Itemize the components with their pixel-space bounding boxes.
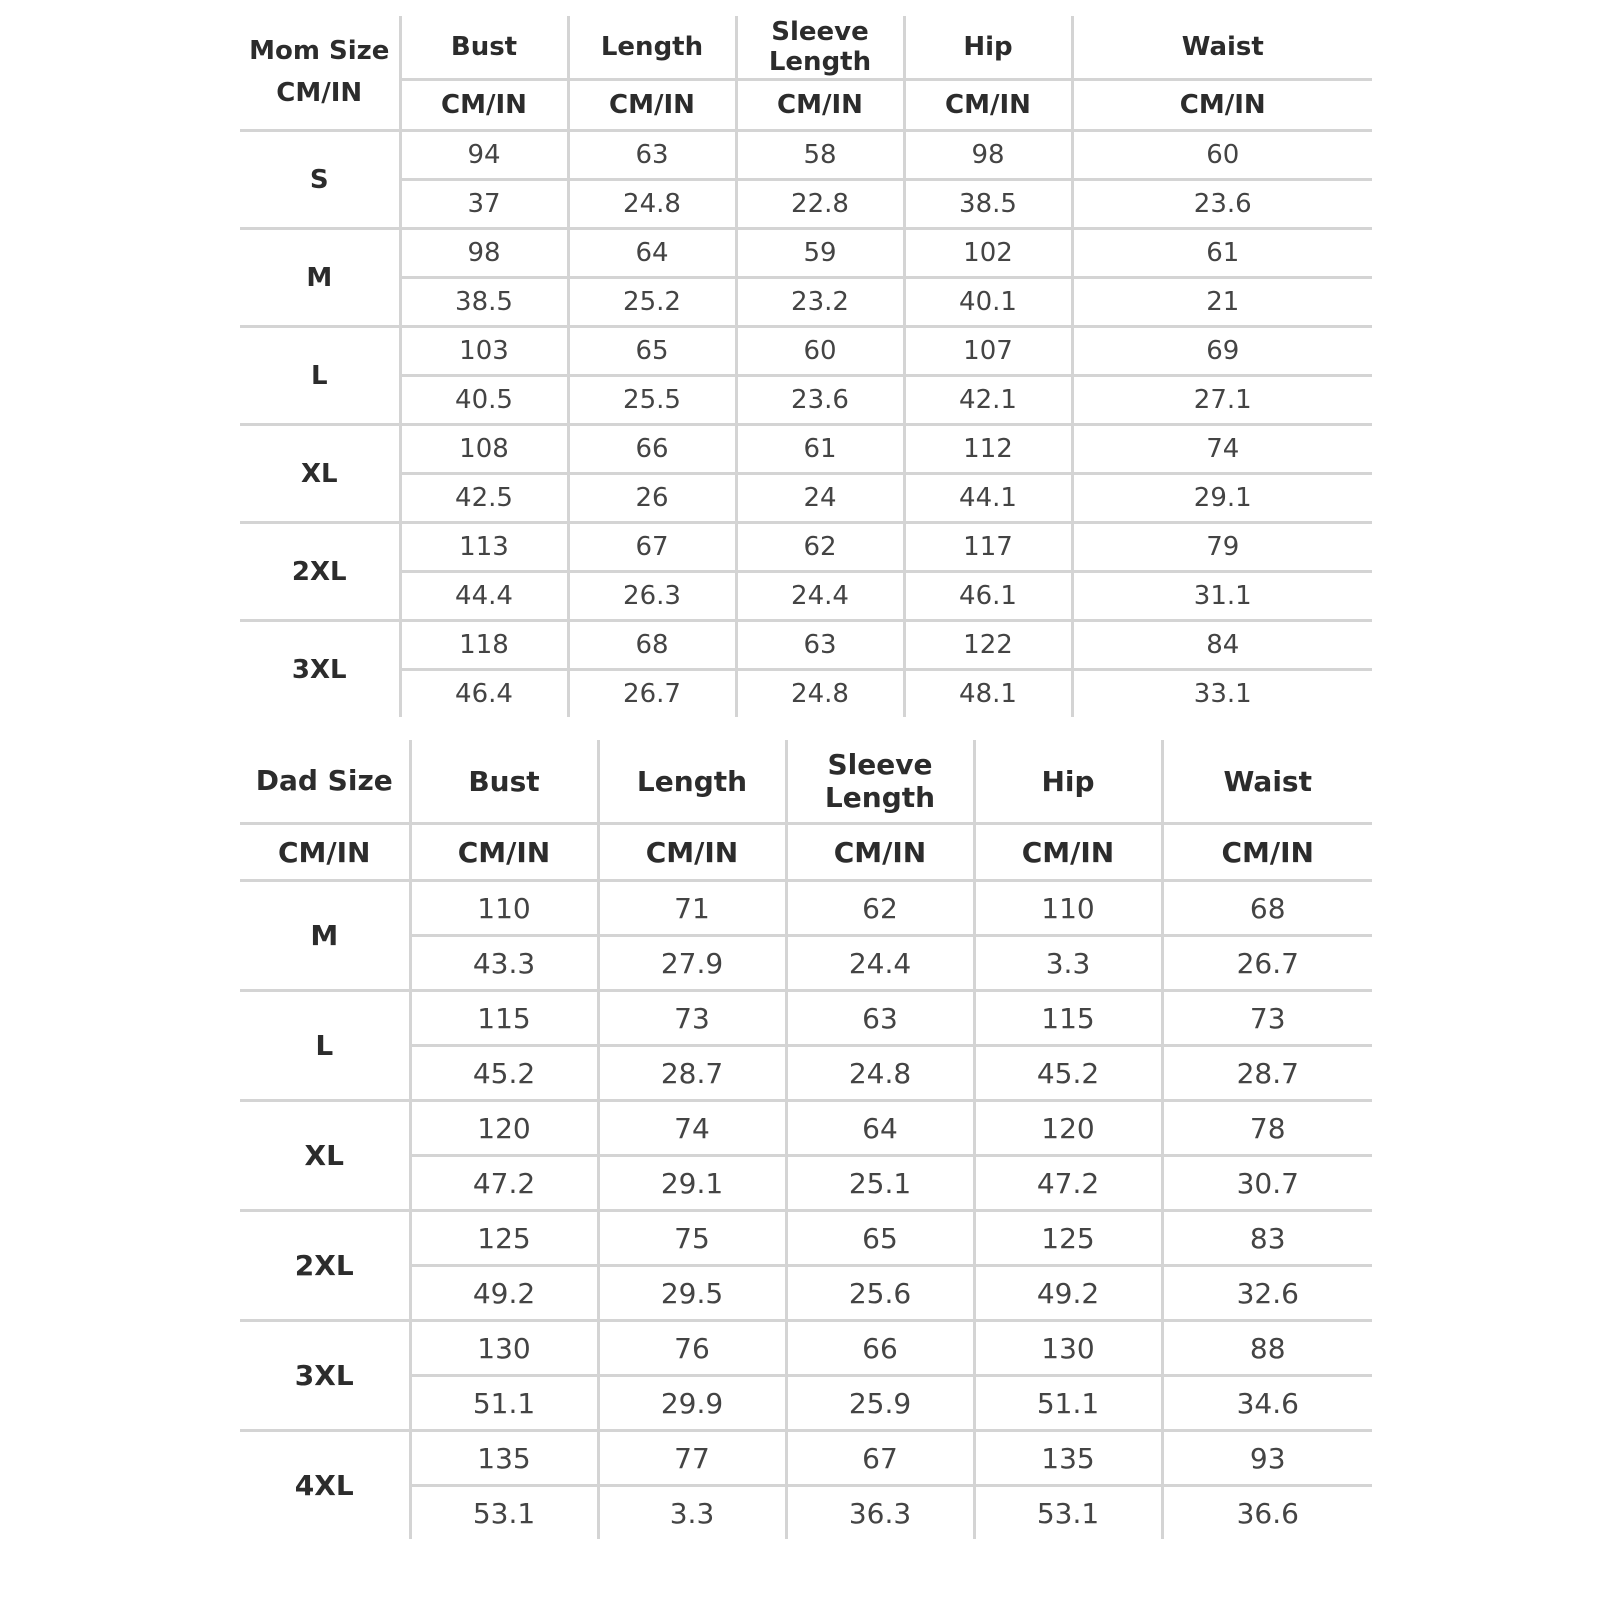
size-label: M: [240, 881, 410, 991]
cm-value: 79: [1072, 523, 1372, 572]
cm-value: 74: [598, 1101, 786, 1156]
in-value: 25.2: [568, 278, 736, 327]
in-value: 25.6: [786, 1266, 974, 1321]
in-value: 30.7: [1162, 1156, 1372, 1211]
unit-label: CM/IN: [904, 80, 1072, 131]
unit-row: [240, 824, 1372, 881]
in-value: 26.3: [568, 572, 736, 621]
dad-table-body: [240, 740, 1372, 1539]
in-value: 24.8: [736, 670, 904, 718]
table-row: [240, 670, 1372, 718]
cm-value: 69: [1072, 327, 1372, 376]
cm-value: 120: [974, 1101, 1162, 1156]
cm-value: 67: [786, 1431, 974, 1486]
unit-label: CM/IN: [400, 80, 568, 131]
unit-row: [240, 80, 1372, 131]
cm-value: 66: [568, 425, 736, 474]
table-row: [240, 1101, 1372, 1156]
cm-value: 73: [598, 991, 786, 1046]
table-row: [240, 991, 1372, 1046]
mom-size-table: [240, 16, 1372, 717]
cm-value: 68: [1162, 881, 1372, 936]
in-value: 36.3: [786, 1486, 974, 1540]
cm-value: 118: [400, 621, 568, 670]
in-value: 22.8: [736, 180, 904, 229]
size-label: 3XL: [240, 621, 400, 718]
corner-header: [240, 16, 400, 131]
table-row: [240, 376, 1372, 425]
cm-value: 98: [904, 131, 1072, 180]
size-label: L: [240, 991, 410, 1101]
table-row: [240, 1211, 1372, 1266]
unit-label: CM/IN: [736, 80, 904, 131]
column-header: Length: [598, 740, 786, 824]
in-value: 28.7: [598, 1046, 786, 1101]
cm-value: 64: [568, 229, 736, 278]
cm-value: 66: [786, 1321, 974, 1376]
cm-value: 135: [974, 1431, 1162, 1486]
corner-unit: CM/IN: [240, 824, 410, 881]
column-header: Bust: [410, 740, 598, 824]
cm-value: 78: [1162, 1101, 1372, 1156]
table-row: [240, 229, 1372, 278]
in-value: 49.2: [974, 1266, 1162, 1321]
cm-value: 73: [1162, 991, 1372, 1046]
corner-title: Dad Size: [255, 763, 393, 797]
in-value: 45.2: [974, 1046, 1162, 1101]
cm-value: 117: [904, 523, 1072, 572]
cm-value: 76: [598, 1321, 786, 1376]
table-row: [240, 327, 1372, 376]
in-value: 46.1: [904, 572, 1072, 621]
cm-value: 130: [410, 1321, 598, 1376]
in-value: 51.1: [410, 1376, 598, 1431]
unit-label: CM/IN: [1072, 80, 1372, 131]
in-value: 26: [568, 474, 736, 523]
in-value: 47.2: [974, 1156, 1162, 1211]
cm-value: 63: [786, 991, 974, 1046]
table-row: [240, 572, 1372, 621]
table-row: [240, 1156, 1372, 1211]
in-value: 49.2: [410, 1266, 598, 1321]
in-value: 25.5: [568, 376, 736, 425]
cm-value: 61: [736, 425, 904, 474]
cm-value: 62: [736, 523, 904, 572]
in-value: 3.3: [598, 1486, 786, 1540]
header-row: [240, 740, 1372, 824]
in-value: 42.1: [904, 376, 1072, 425]
table-row: [240, 1376, 1372, 1431]
in-value: 26.7: [1162, 936, 1372, 991]
in-value: 45.2: [410, 1046, 598, 1101]
unit-label: CM/IN: [974, 824, 1162, 881]
size-label: S: [240, 131, 400, 229]
in-value: 29.1: [598, 1156, 786, 1211]
unit-label: CM/IN: [410, 824, 598, 881]
cm-value: 130: [974, 1321, 1162, 1376]
cm-value: 125: [974, 1211, 1162, 1266]
cm-value: 84: [1072, 621, 1372, 670]
column-header: Sleeve Length: [786, 740, 974, 824]
header-row: [240, 16, 1372, 80]
cm-value: 83: [1162, 1211, 1372, 1266]
cm-value: 65: [568, 327, 736, 376]
in-value: 53.1: [410, 1486, 598, 1540]
table-row: [240, 180, 1372, 229]
table-row: [240, 1266, 1372, 1321]
size-label: M: [240, 229, 400, 327]
in-value: 25.1: [786, 1156, 974, 1211]
in-value: 29.9: [598, 1376, 786, 1431]
cm-value: 63: [568, 131, 736, 180]
cm-value: 113: [400, 523, 568, 572]
in-value: 42.5: [400, 474, 568, 523]
table-row: [240, 278, 1372, 327]
cm-value: 67: [568, 523, 736, 572]
cm-value: 74: [1072, 425, 1372, 474]
in-value: 3.3: [974, 936, 1162, 991]
in-value: 24.8: [568, 180, 736, 229]
in-value: 53.1: [974, 1486, 1162, 1540]
unit-label: CM/IN: [568, 80, 736, 131]
cm-value: 120: [410, 1101, 598, 1156]
in-value: 23.2: [736, 278, 904, 327]
table-row: [240, 523, 1372, 572]
unit-label: CM/IN: [1162, 824, 1372, 881]
in-value: 51.1: [974, 1376, 1162, 1431]
in-value: 27.9: [598, 936, 786, 991]
cm-value: 71: [598, 881, 786, 936]
in-value: 26.7: [568, 670, 736, 718]
table-row: [240, 131, 1372, 180]
column-header: Length: [568, 16, 736, 80]
size-label: XL: [240, 1101, 410, 1211]
cm-value: 98: [400, 229, 568, 278]
cm-value: 112: [904, 425, 1072, 474]
in-value: 37: [400, 180, 568, 229]
in-value: 24.4: [736, 572, 904, 621]
cm-value: 108: [400, 425, 568, 474]
table-row: [240, 1431, 1372, 1486]
in-value: 34.6: [1162, 1376, 1372, 1431]
table-row: [240, 425, 1372, 474]
cm-value: 115: [974, 991, 1162, 1046]
corner-unit: CM/IN: [276, 77, 363, 108]
table-row: [240, 1046, 1372, 1101]
size-label: XL: [240, 425, 400, 523]
in-value: 40.1: [904, 278, 1072, 327]
cm-value: 115: [410, 991, 598, 1046]
cm-value: 60: [736, 327, 904, 376]
size-label: 2XL: [240, 523, 400, 621]
in-value: 48.1: [904, 670, 1072, 718]
in-value: 24.8: [786, 1046, 974, 1101]
in-value: 27.1: [1072, 376, 1372, 425]
cm-value: 110: [410, 881, 598, 936]
in-value: 23.6: [1072, 180, 1372, 229]
cm-value: 65: [786, 1211, 974, 1266]
in-value: 33.1: [1072, 670, 1372, 718]
cm-value: 103: [400, 327, 568, 376]
cm-value: 77: [598, 1431, 786, 1486]
cm-value: 68: [568, 621, 736, 670]
cm-value: 88: [1162, 1321, 1372, 1376]
in-value: 24.4: [786, 936, 974, 991]
table-row: [240, 881, 1372, 936]
table-row: [240, 1321, 1372, 1376]
in-value: 36.6: [1162, 1486, 1372, 1540]
column-header: Sleeve Length: [736, 16, 904, 80]
cm-value: 122: [904, 621, 1072, 670]
cm-value: 94: [400, 131, 568, 180]
in-value: 29.5: [598, 1266, 786, 1321]
in-value: 38.5: [904, 180, 1072, 229]
column-header: Hip: [974, 740, 1162, 824]
in-value: 21: [1072, 278, 1372, 327]
cm-value: 135: [410, 1431, 598, 1486]
size-label: 3XL: [240, 1321, 410, 1431]
in-value: 28.7: [1162, 1046, 1372, 1101]
in-value: 46.4: [400, 670, 568, 718]
in-value: 24: [736, 474, 904, 523]
cm-value: 102: [904, 229, 1072, 278]
in-value: 44.4: [400, 572, 568, 621]
size-label: L: [240, 327, 400, 425]
unit-label: CM/IN: [786, 824, 974, 881]
table-row: [240, 474, 1372, 523]
in-value: 47.2: [410, 1156, 598, 1211]
table-row: [240, 1486, 1372, 1540]
size-label: 2XL: [240, 1211, 410, 1321]
mom-table-body: [240, 16, 1372, 717]
cm-value: 62: [786, 881, 974, 936]
in-value: 38.5: [400, 278, 568, 327]
column-header: Waist: [1162, 740, 1372, 824]
cm-value: 64: [786, 1101, 974, 1156]
cm-value: 63: [736, 621, 904, 670]
cm-value: 125: [410, 1211, 598, 1266]
cm-value: 58: [736, 131, 904, 180]
in-value: 31.1: [1072, 572, 1372, 621]
cm-value: 75: [598, 1211, 786, 1266]
column-header: Waist: [1072, 16, 1372, 80]
cm-value: 93: [1162, 1431, 1372, 1486]
in-value: 43.3: [410, 936, 598, 991]
size-label: 4XL: [240, 1431, 410, 1540]
table-row: [240, 936, 1372, 991]
cm-value: 60: [1072, 131, 1372, 180]
in-value: 25.9: [786, 1376, 974, 1431]
in-value: 23.6: [736, 376, 904, 425]
in-value: 44.1: [904, 474, 1072, 523]
in-value: 40.5: [400, 376, 568, 425]
unit-label: CM/IN: [598, 824, 786, 881]
corner-title: Mom Size: [249, 35, 390, 66]
cm-value: 59: [736, 229, 904, 278]
dad-size-table: [240, 740, 1372, 1539]
cm-value: 107: [904, 327, 1072, 376]
cm-value: 61: [1072, 229, 1372, 278]
corner-header: [240, 740, 410, 824]
in-value: 32.6: [1162, 1266, 1372, 1321]
column-header: Hip: [904, 16, 1072, 80]
in-value: 29.1: [1072, 474, 1372, 523]
table-row: [240, 621, 1372, 670]
column-header: Bust: [400, 16, 568, 80]
cm-value: 110: [974, 881, 1162, 936]
